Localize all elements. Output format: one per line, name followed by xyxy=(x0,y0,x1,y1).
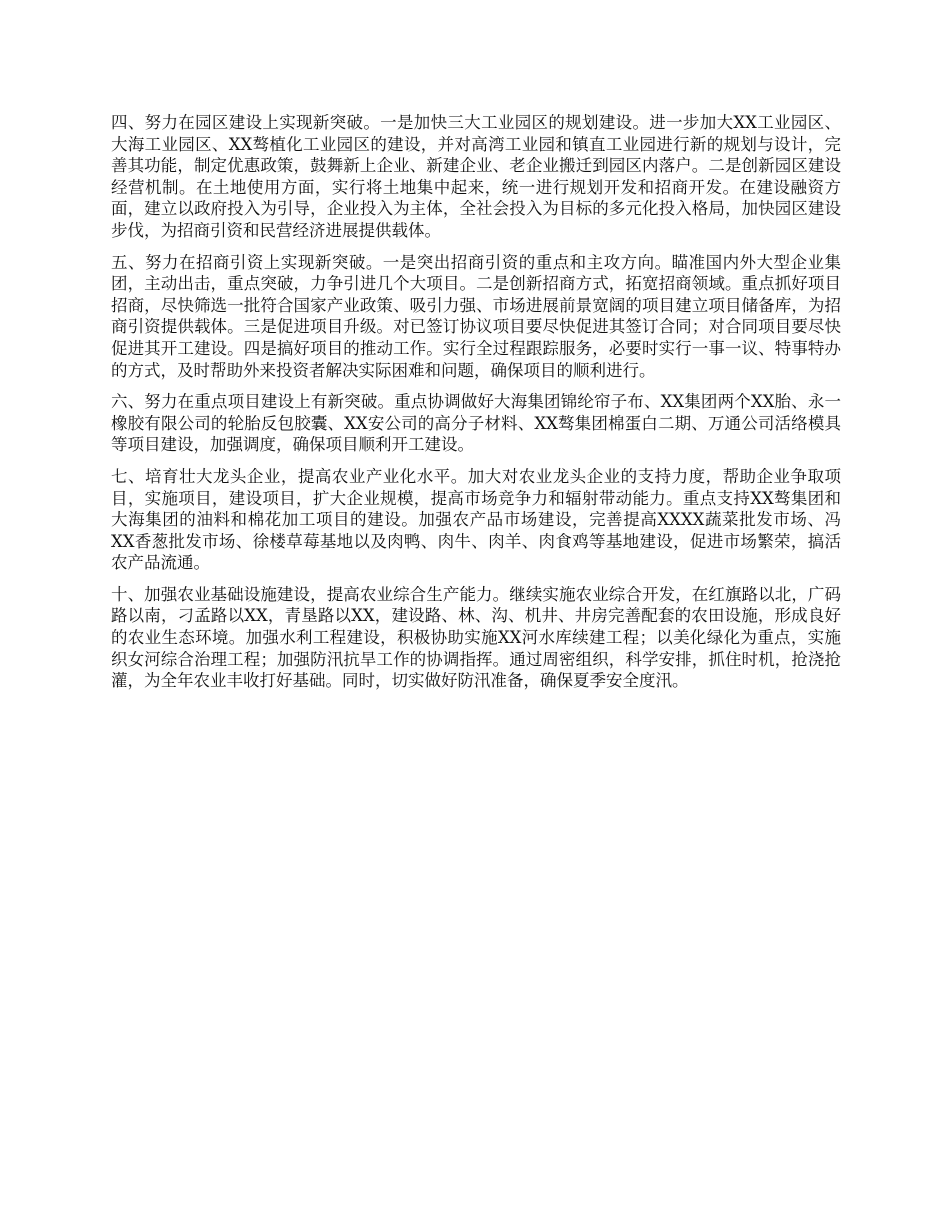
document-body xyxy=(111,112,841,702)
paragraph-five: 五、努力在招商引资上实现新突破。一是突出招商引资的重点和主攻方向。瞄准国内外大型企业集团，主动出击，重点突破，力争引进几个大项目。二是创新招商方式，拓宽招商领域。重点抓好项目招商，尽快筛选一批符合国家产业政策、吸引力强、市场进展前景宽阔的项目建立项目储备库，为招商引资提供载体。三是促进项目升级。对已签订协议项目要尽快促进其签订合同；对合同项目要尽快促进其开工建设。四是搞好项目的推动工作。实行全过程跟踪服务，必要时实行一事一议、特事特办的方式，及时帮助外来投资者解决实际困难和问题，确保项目的顺利进行。 xyxy=(111,252,841,380)
paragraph-ten: 十、加强农业基础设施建设，提高农业综合生产能力。继续实施农业综合开发，在红旗路以北，广码路以南，刁孟路以XX，青垦路以XX，建设路、林、沟、机井、井房完善配套的农田设施，形成良好的农业生态环境。加强水利工程建设，积极协助实施XX河水库续建工程；以美化绿化为重点，实施织女河综合治理工程；加强防汛抗旱工作的协调指挥。通过周密组织，科学安排，抓住时机，抢浇抢灌，为全年农业丰收打好基础。同时，切实做好防汛准备，确保夏季安全度汛。 xyxy=(111,584,841,691)
paragraph-four: 四、努力在园区建设上实现新突破。一是加快三大工业园区的规划建设。进一步加大XX工业园区、大海工业园区、XX骜植化工业园区的建设，并对高湾工业园和镇直工业园进行新的规划与设计，完善其功能，制定优惠政策，鼓舞新上企业、新建企业、老企业搬迁到园区内落户。二是创新园区建设经营机制。在土地使用方面，实行将土地集中起来，统一进行规划开发和招商开发。在建设融资方面，建立以政府投入为引导，企业投入为主体，全社会投入为目标的多元化投入格局，加快园区建设步伐，为招商引资和民营经济进展提供载体。 xyxy=(111,113,841,240)
paragraph-six: 六、努力在重点项目建设上有新突破。重点协调做好大海集团锦纶帘子布、XX集团两个XX胎、永一橡胶有限公司的轮胎反包胶囊、XX安公司的高分子材料、XX骜集团棉蛋白二期、万通公司活络模具等项目建设，加强调度，确保项目顺利开工建设。 xyxy=(111,392,841,455)
paragraph-seven: 七、培育壮大龙头企业，提高农业产业化水平。加大对农业龙头企业的支持力度，帮助企业争取项目，实施项目，建设项目，扩大企业规模，提高市场竞争力和辐射带动能力。重点支持XX骜集团和大海集团的油料和棉花加工项目的建设。加强农产品市场建设，完善提高XXXX蔬菜批发市场、冯XX香葱批发市场、徐楼草莓基地以及肉鸭、肉牛、肉羊、肉食鸡等基地建设，促进市场繁荣，搞活农产品流通。 xyxy=(111,466,841,573)
